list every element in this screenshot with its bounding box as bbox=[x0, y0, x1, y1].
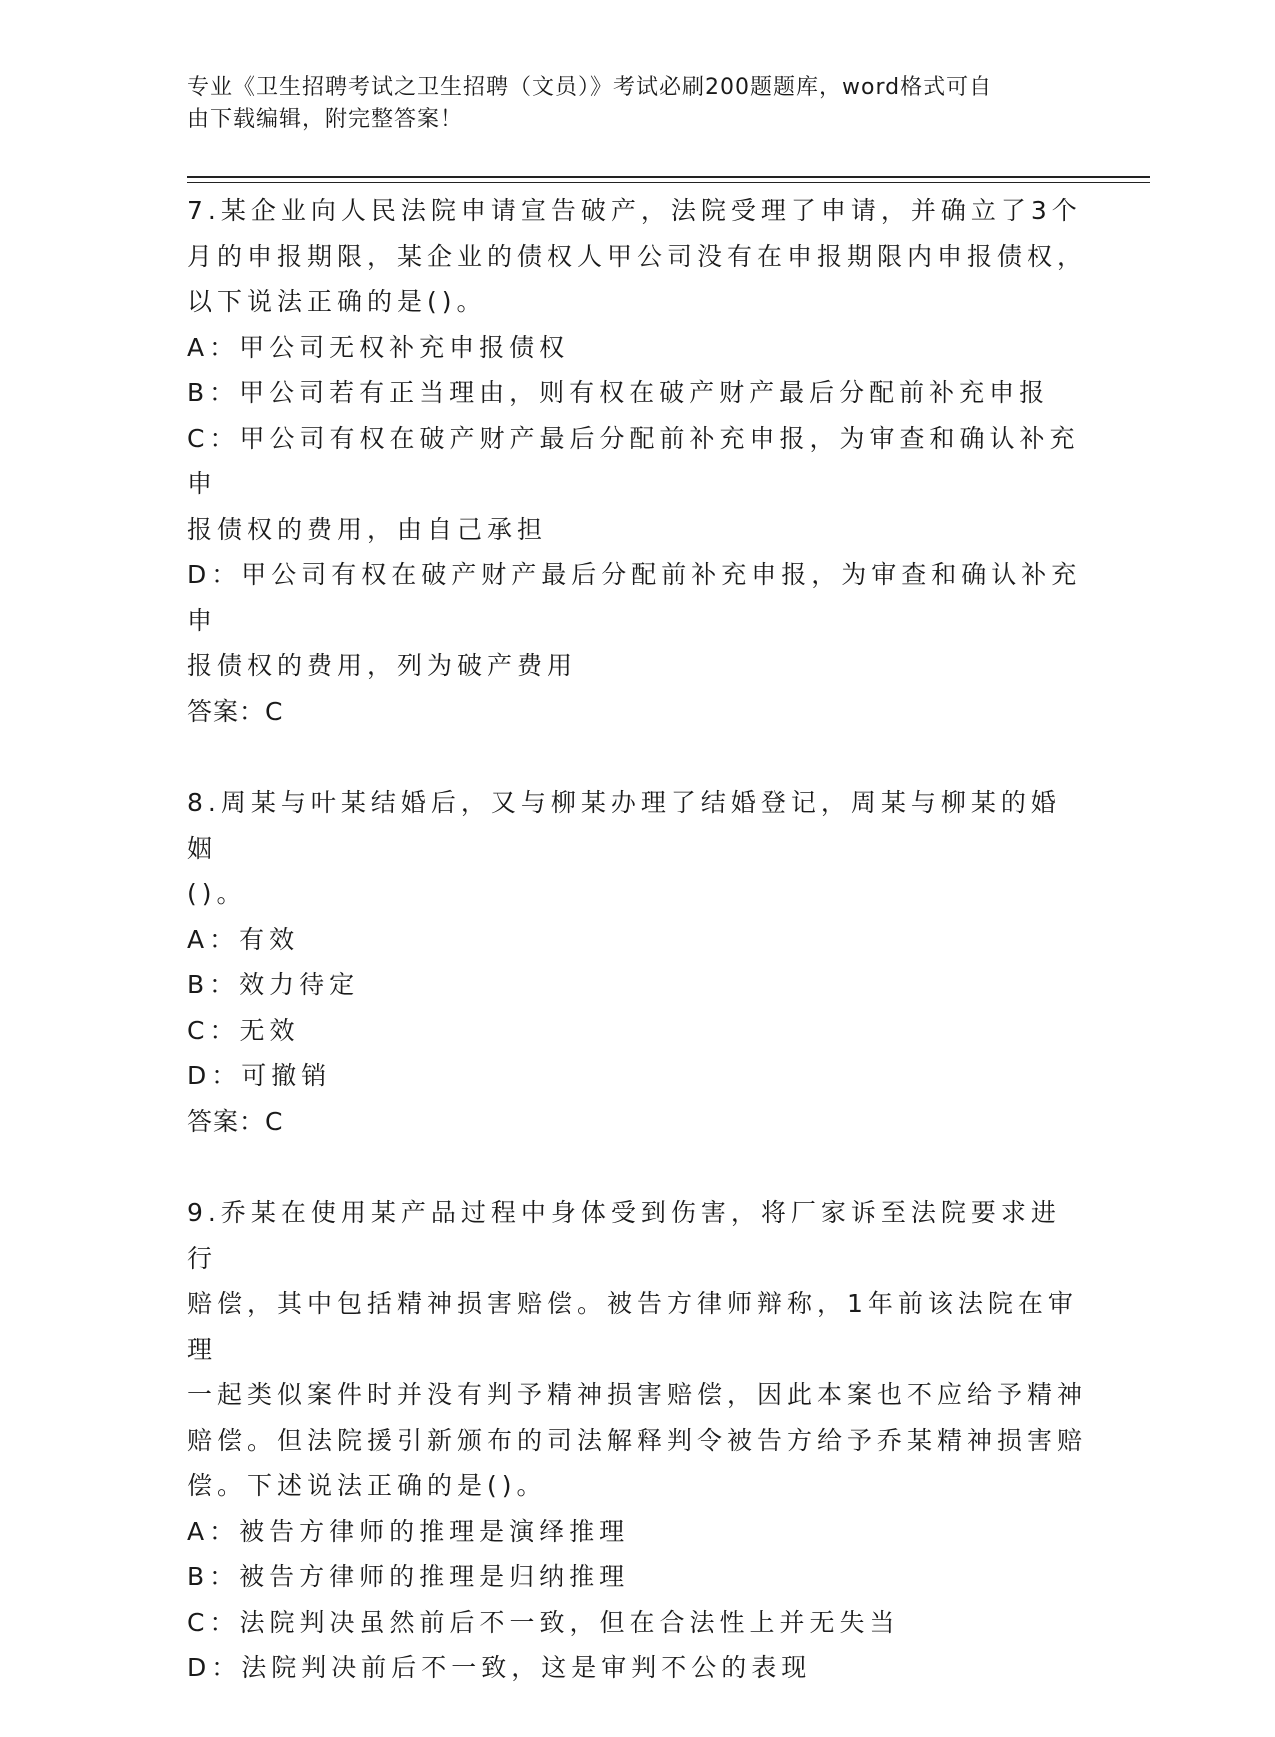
question-stem-line: 8.周某与叶某结婚后，又与柳某办理了结婚登记，周某与柳某的婚姻 bbox=[187, 788, 1061, 863]
question-stem-line: 一起类似案件时并没有判予精神损害赔偿，因此本案也不应给予精神 bbox=[187, 1380, 1088, 1409]
option-a: A：被告方律师的推理是演绎推理 bbox=[187, 1516, 630, 1546]
question-stem-line: 7.某企业向人民法院申请宣告破产，法院受理了申请，并确立了3个 bbox=[187, 196, 1082, 225]
option-d-continued: 报债权的费用，列为破产费用 bbox=[187, 651, 578, 680]
question-list bbox=[187, 188, 1087, 1737]
header-divider-thick bbox=[187, 176, 1150, 178]
question-stem-line: 偿。下述说法正确的是()。 bbox=[187, 1471, 547, 1500]
question-stem-line: ()。 bbox=[187, 879, 247, 908]
header-divider-thin bbox=[187, 182, 1150, 183]
answer-line: 答案：C bbox=[187, 696, 284, 726]
option-a: A：有效 bbox=[187, 924, 300, 954]
option-b: B：效力待定 bbox=[187, 970, 360, 999]
question-7 bbox=[187, 188, 1087, 734]
question-stem-line: 以下说法正确的是()。 bbox=[187, 287, 487, 316]
option-c: C：无效 bbox=[187, 1015, 300, 1045]
header-line-1: 专业《卫生招聘考试之卫生招聘（文员）》考试必刷200题题库，word格式可自 bbox=[187, 75, 993, 100]
document-header bbox=[187, 72, 1067, 136]
option-d: D：甲公司有权在破产财产最后分配前补充申报，为审查和确认补充申 bbox=[187, 560, 1082, 635]
option-c: C：甲公司有权在破产财产最后分配前补充申报，为审查和确认补充申 bbox=[187, 423, 1080, 498]
option-c-continued: 报债权的费用，由自己承担 bbox=[187, 514, 548, 544]
question-stem-line: 赔偿，其中包括精神损害赔偿。被告方律师辩称，1年前该法院在审理 bbox=[187, 1289, 1078, 1364]
answer-line: 答案：C bbox=[187, 1106, 284, 1136]
header-line-2: 由下载编辑，附完整答案！ bbox=[187, 107, 464, 132]
question-9 bbox=[187, 1190, 1087, 1691]
question-stem-line: 月的申报期限，某企业的债权人甲公司没有在申报期限内申报债权， bbox=[187, 241, 1088, 271]
question-stem-line: 9.乔某在使用某产品过程中身体受到伤害，将厂家诉至法院要求进行 bbox=[187, 1198, 1061, 1273]
option-c: C：法院判决虽然前后不一致，但在合法性上并无失当 bbox=[187, 1607, 900, 1637]
option-d: D：可撤销 bbox=[187, 1061, 332, 1090]
option-b: B：甲公司若有正当理由，则有权在破产财产最后分配前补充申报 bbox=[187, 378, 1050, 407]
question-8 bbox=[187, 780, 1087, 1144]
question-stem-line: 赔偿。但法院援引新颁布的司法解释判令被告方给予乔某精神损害赔 bbox=[187, 1425, 1088, 1455]
option-a: A：甲公司无权补充申报债权 bbox=[187, 332, 570, 362]
option-d: D：法院判决前后不一致，这是审判不公的表现 bbox=[187, 1653, 812, 1682]
option-b: B：被告方律师的推理是归纳推理 bbox=[187, 1562, 630, 1591]
